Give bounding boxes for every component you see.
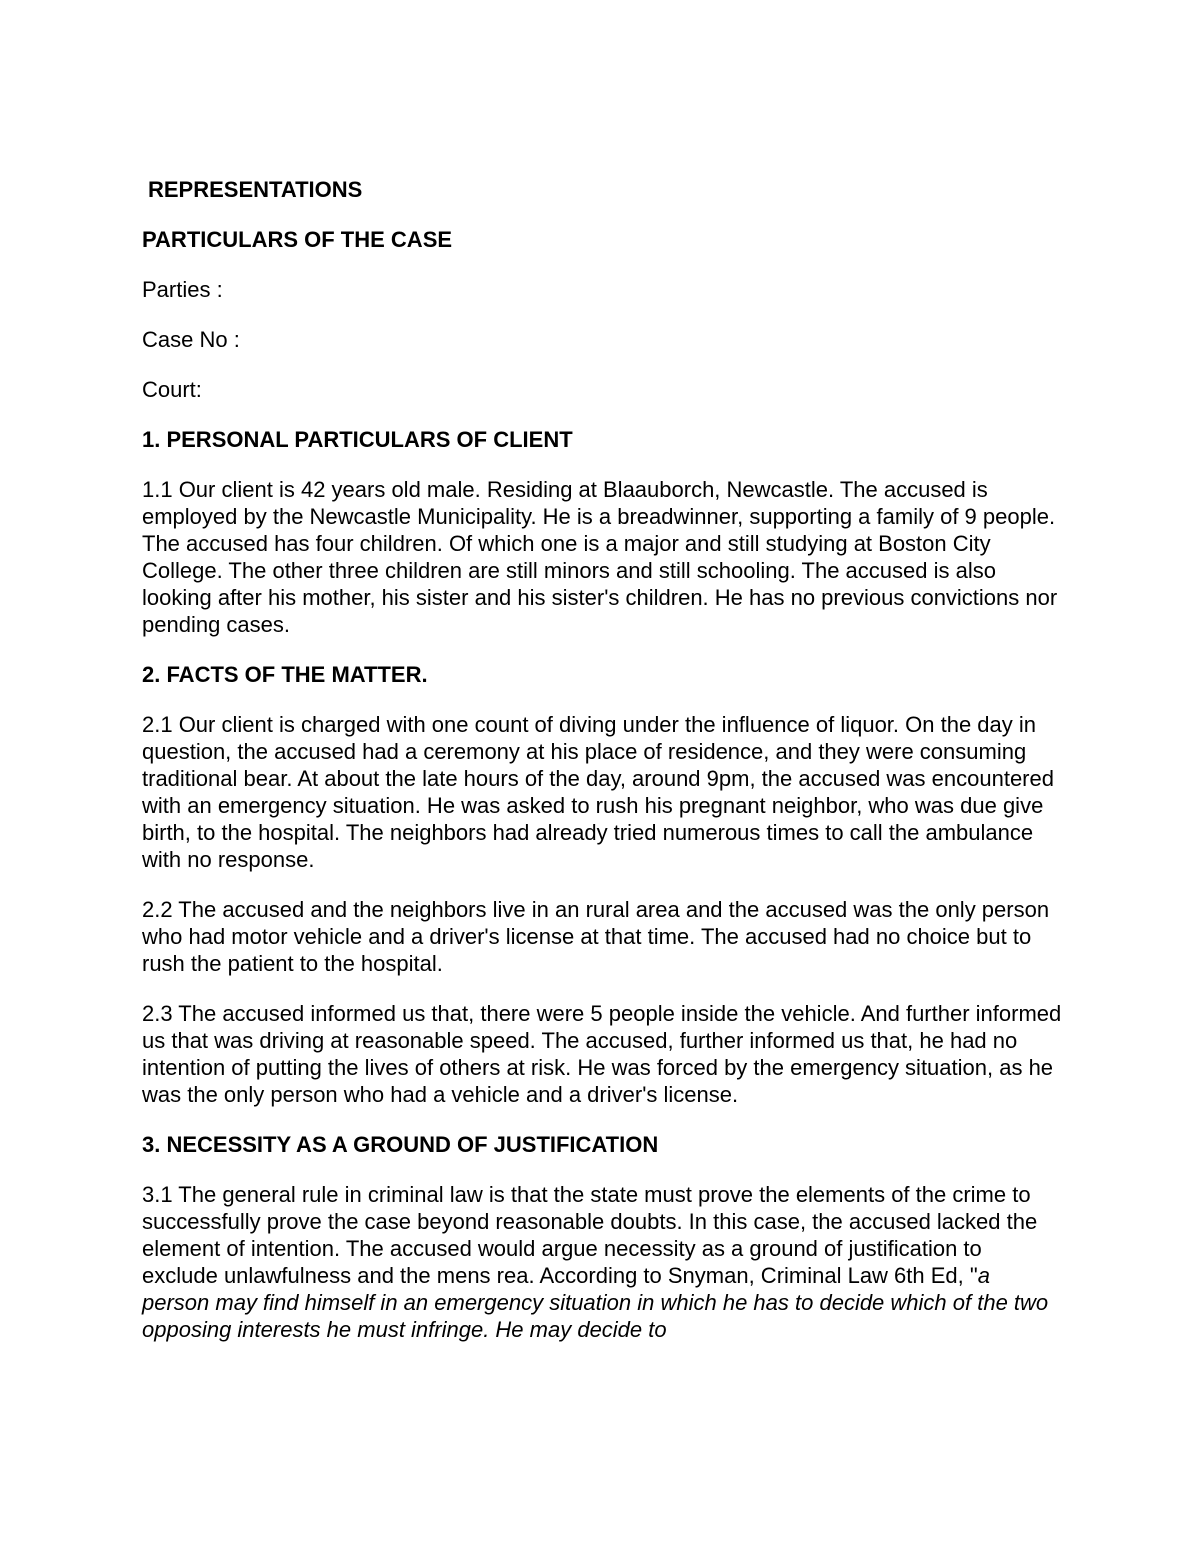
paragraph-3-1: [142, 1181, 1062, 1343]
paragraph-1-1: 1.1 Our client is 42 years old male. Residing at Blaauborch, Newcastle. The accused is employed by the Newcastle Municipality. He is a breadwinner, supporting a family of 9 people. The accused has four children. Of which one is a major and still studying at Boston City College. The other three children are still minors and still schooling. The accused is also looking after his mother, his sister and his sister's children. He has no previous convictions nor pending cases.: [142, 477, 1058, 637]
paragraph-2-3: 2.3 The accused informed us that, there were 5 people inside the vehicle. And further informed us that was driving at reasonable speed. The accused, further informed us that, he had no intention of putting the lives of others at risk. He was forced by the emergency situation, as he was the only person who had a vehicle and a driver's license.: [142, 1001, 1062, 1107]
section-2-heading: 2. FACTS OF THE MATTER.: [142, 662, 428, 687]
paragraph-3-1-text: 3.1 The general rule in criminal law is that the state must prove the elements of the crime to successfully prove the case beyond reasonable doubts. In this case, the accused lacked the element of intention. The accused would argue necessity as a ground of justification to exclude unlawfulness and the mens rea. According to Snyman, Criminal Law 6th Ed, ": [142, 1182, 1038, 1288]
paragraph-2-1: 2.1 Our client is charged with one count of diving under the influence of liquor. On the day in question, the accused had a ceremony at his place of residence, and they were consuming traditional bear. At about the late hours of the day, around 9pm, the accused was encountered with an emergency situation. He was asked to rush his pregnant neighbor, who was due give birth, to the hospital. The neighbors had already tried numerous times to call the ambulance with no response.: [142, 712, 1054, 872]
section-3-heading: 3. NECESSITY AS A GROUND OF JUSTIFICATION: [142, 1132, 659, 1157]
parties-label: Parties :: [142, 277, 223, 302]
particulars-heading: PARTICULARS OF THE CASE: [142, 227, 453, 252]
document-title: REPRESENTATIONS: [148, 177, 363, 202]
section-1-heading: 1. PERSONAL PARTICULARS OF CLIENT: [142, 427, 573, 452]
paragraph-2-2: 2.2 The accused and the neighbors live in an rural area and the accused was the only person who had motor vehicle and a driver's license at that time. The accused had no choice but to rush the patient to the hospital.: [142, 897, 1050, 976]
snyman-quote: a person may find himself in an emergency situation in which he has to decide which of the two opposing interests he must infringe. He may decide to: [142, 1263, 1049, 1342]
court-label: Court:: [142, 377, 202, 402]
case-no-label: Case No :: [142, 327, 240, 352]
document-body: [142, 176, 1062, 1366]
